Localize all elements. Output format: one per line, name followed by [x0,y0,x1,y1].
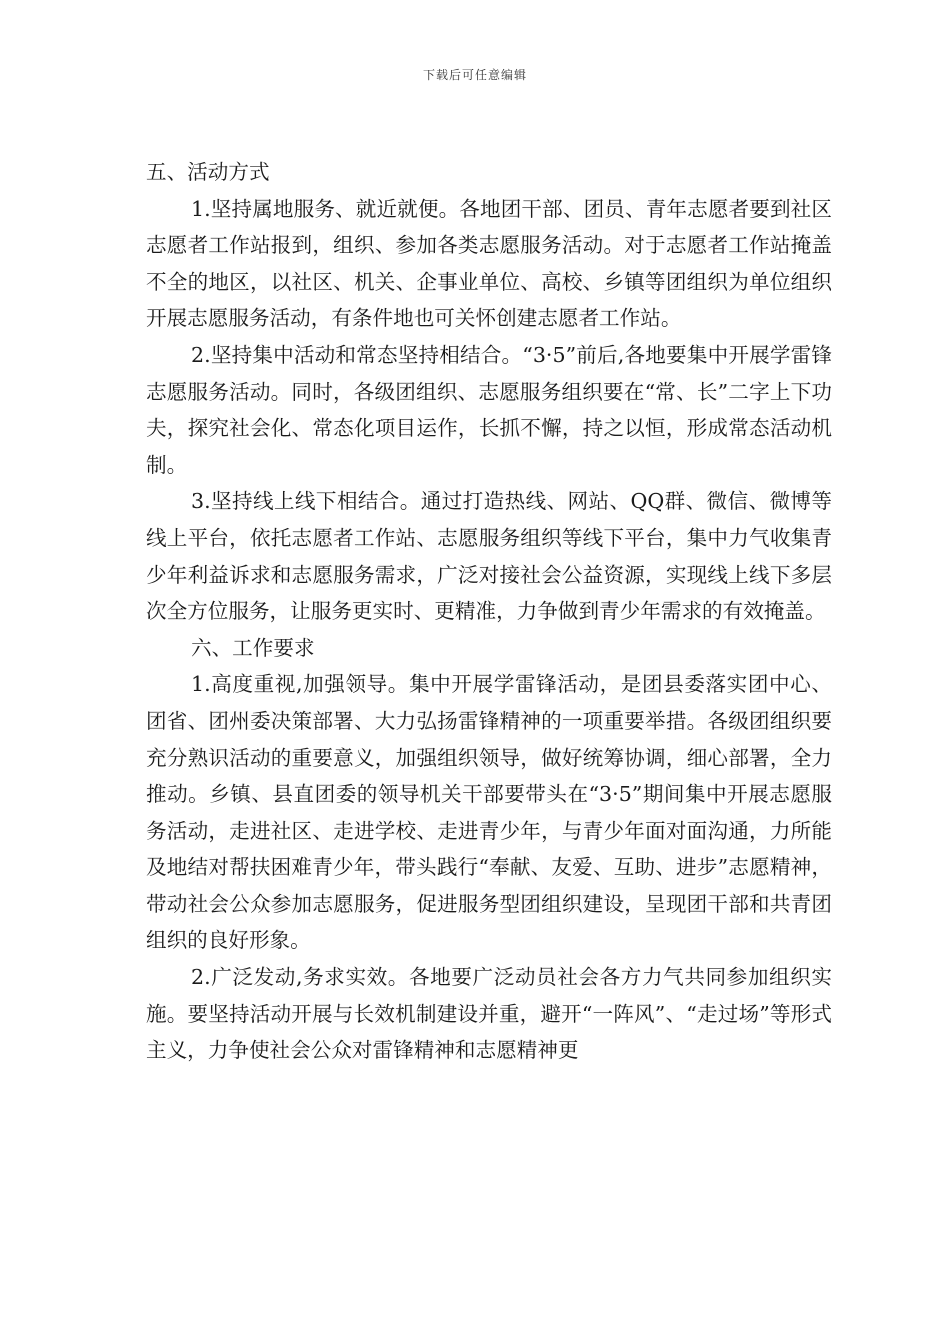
paragraph-centralized-and-regular: 2.坚持集中活动和常态坚持相结合。“3·5”前后,各地要集中开展学雷锋志愿服务活动。同时，各级团组织、志愿服务组织要在“常、长”二字上下功夫，探究社会化、常态化项目运作，长抓不懈，持之以恒，形成常态活动机制。 [146,342,832,477]
paragraph-online-offline: 3.坚持线上线下相结合。通过打造热线、网站、QQ群、微信、微博等线上平台，依托志愿者工作站、志愿服务组织等线下平台，集中力气收集青少年利益诉求和志愿服务需求，广泛对接社会公益资源，实现线上线下多层次全方位服务，让服务更实时、更精准，力争做到青少年需求的有效掩盖。 [146,489,832,624]
paragraph-local-service: 1.坚持属地服务、就近就便。各地团干部、团员、青年志愿者要到社区志愿者工作站报到，组织、参加各类志愿服务活动。对于志愿者工作站掩盖不全的地区，以社区、机关、企事业单位、高校、乡镇等团组织为单位组织开展志愿服务活动，有条件地也可关怀创建志愿者工作站。 [146,196,832,331]
section-heading-work-requirements: 六、工作要求 [191,635,315,660]
section-heading-activity-methods: 五、活动方式 [146,160,270,184]
paragraph-attach-importance: 1.高度重视,加强领导。集中开展学雷锋活动，是团县委落实团中心、团省、团州委决策部署、大力弘扬雷锋精神的一项重要举措。各级团组织要充分熟识活动的重要意义，加强组织领导，做好统筹协调，细心部署，全力推动。乡镇、县直团委的领导机关干部要带头在“3·5”期间集中开展志愿服务活动，走进社区、走进学校、走进青少年，与青少年面对面沟通，力所能及地结对帮扶困难青少年，带头践行“奉献、友爱、互助、进步”志愿精神，带动社会公众参加志愿服务，促进服务型团组织建设，呈现团干部和共青团组织的良好形象。 [146,672,832,953]
page-header: 下载后可任意编辑 [422,68,527,82]
paragraph-broad-mobilization: 2.广泛发动,务求实效。各地要广泛动员社会各方力气共同参加组织实施。要坚持活动开展与长效机制建设并重，避开“一阵风”、“走过场”等形式主义，力争使社会公众对雷锋精神和志愿精神更 [146,965,832,1063]
document-body [146,154,832,1069]
